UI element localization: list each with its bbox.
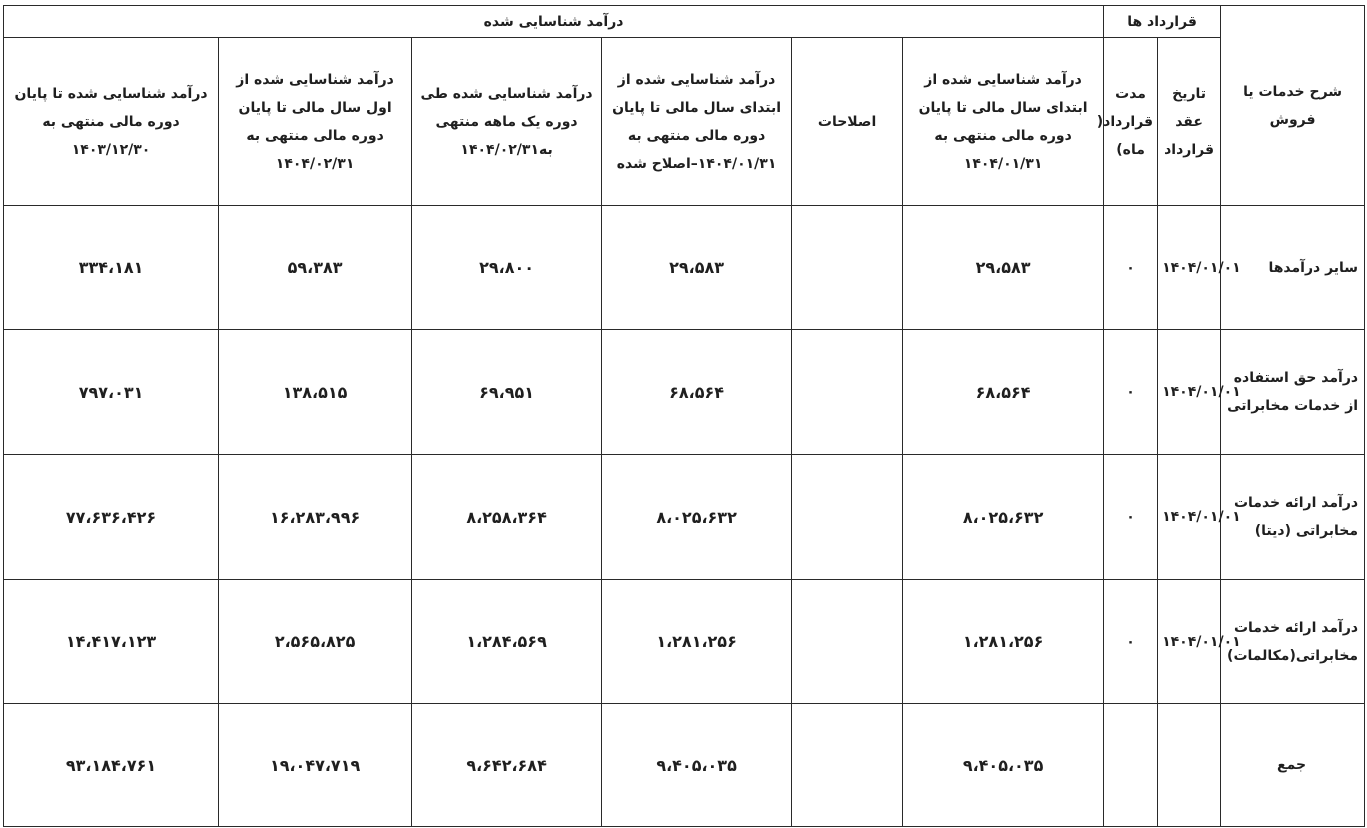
header-recognized-to-1403-12-30: درآمد شناسایی شده تا پایان دوره مالی منتهی به ۱۴۰۳/۱۲/۳۰ [4,38,219,206]
row-recognized-one-month: ۶۹،۹۵۱ [412,330,602,455]
table-row [4,580,1365,704]
row-recognized-to-1404-01-31: ۸،۰۲۵،۶۳۲ [903,455,1104,580]
row-description: درآمد ارائه خدمات مخابراتی(مکالمات) [1221,580,1365,704]
row-recognized-to-1403-12-30: ۳۳۴،۱۸۱ [4,206,219,330]
row-recognized-from-start: ۱۳۸،۵۱۵ [219,330,412,455]
row-description: درآمد ارائه خدمات مخابراتی (دیتا) [1221,455,1365,580]
header-recognized-one-month: درآمد شناسایی شده طی دوره یک ماهه منتهی به۱۴۰۴/۰۲/۳۱ [412,38,602,206]
row-adjustments [792,455,903,580]
total-contract-date [1158,704,1221,827]
row-recognized-corrected: ۸،۰۲۵،۶۳۲ [602,455,792,580]
total-recognized-corrected: ۹،۴۰۵،۰۳۵ [602,704,792,827]
total-recognized-to-1403-12-30: ۹۳،۱۸۴،۷۶۱ [4,704,219,827]
row-recognized-corrected: ۲۹،۵۸۳ [602,206,792,330]
revenue-table [3,5,1365,827]
row-recognized-to-1404-01-31: ۶۸،۵۶۴ [903,330,1104,455]
row-recognized-from-start: ۱۶،۲۸۳،۹۹۶ [219,455,412,580]
table-body [4,206,1365,827]
row-recognized-to-1404-01-31: ۱،۲۸۱،۲۵۶ [903,580,1104,704]
row-contract-date: ۱۴۰۴/۰۱/۰۱ [1158,455,1221,580]
row-recognized-to-1403-12-30: ۷۹۷،۰۳۱ [4,330,219,455]
row-recognized-to-1403-12-30: ۷۷،۶۳۶،۴۲۶ [4,455,219,580]
row-recognized-one-month: ۸،۲۵۸،۳۶۴ [412,455,602,580]
header-recognized-to-1404-01-31: درآمد شناسایی شده از ابتدای سال مالی تا پایان دوره مالی منتهی به ۱۴۰۴/۰۱/۳۱ [903,38,1104,206]
row-contract-date: ۱۴۰۴/۰۱/۰۱ [1158,206,1221,330]
row-description: درآمد حق استفاده از خدمات مخابراتی [1221,330,1365,455]
row-contract-date: ۱۴۰۴/۰۱/۰۱ [1158,580,1221,704]
row-adjustments [792,330,903,455]
header-group-contracts: قرارداد ها [1104,6,1221,38]
row-recognized-to-1403-12-30: ۱۴،۴۱۷،۱۲۳ [4,580,219,704]
row-duration: ۰ [1104,330,1158,455]
total-recognized-from-start: ۱۹،۰۴۷،۷۱۹ [219,704,412,827]
header-contract-date: تاریخ عقد قرارداد [1158,38,1221,206]
row-recognized-to-1404-01-31: ۲۹،۵۸۳ [903,206,1104,330]
header-description: شرح خدمات یا فروش [1221,6,1365,206]
row-recognized-one-month: ۱،۲۸۴،۵۶۹ [412,580,602,704]
row-adjustments [792,580,903,704]
total-recognized-to-1404-01-31: ۹،۴۰۵،۰۳۵ [903,704,1104,827]
header-recognized-from-start: درآمد شناسایی شده از اول سال مالی تا پایان دوره مالی منتهی به ۱۴۰۴/۰۲/۳۱ [219,38,412,206]
row-recognized-from-start: ۵۹،۳۸۳ [219,206,412,330]
row-duration: ۰ [1104,580,1158,704]
table-row [4,206,1365,330]
header-group-recognized: درآمد شناسایی شده [4,6,1104,38]
header-column-row [4,38,1365,206]
row-recognized-one-month: ۲۹،۸۰۰ [412,206,602,330]
row-description: سایر درآمدها [1221,206,1365,330]
total-recognized-one-month: ۹،۶۴۲،۶۸۴ [412,704,602,827]
row-adjustments [792,206,903,330]
total-adjustments [792,704,903,827]
row-contract-date: ۱۴۰۴/۰۱/۰۱ [1158,330,1221,455]
table-row [4,455,1365,580]
row-recognized-corrected: ۶۸،۵۶۴ [602,330,792,455]
row-recognized-corrected: ۱،۲۸۱،۲۵۶ [602,580,792,704]
header-contract-duration: مدت قرارداد( ماه) [1104,38,1158,206]
total-duration [1104,704,1158,827]
row-recognized-from-start: ۲،۵۶۵،۸۲۵ [219,580,412,704]
table-header [4,6,1365,206]
row-duration: ۰ [1104,455,1158,580]
table-row [4,330,1365,455]
total-row [4,704,1365,827]
row-duration: ۰ [1104,206,1158,330]
revenue-table-container [3,5,1364,826]
header-recognized-corrected: درآمد شناسایی شده از ابتدای سال مالی تا پایان دوره مالی منتهی به ۱۴۰۴/۰۱/۳۱–اصلاح شده [602,38,792,206]
header-group-row [4,6,1365,38]
total-label: جمع [1221,704,1365,827]
header-adjustments: اصلاحات [792,38,903,206]
